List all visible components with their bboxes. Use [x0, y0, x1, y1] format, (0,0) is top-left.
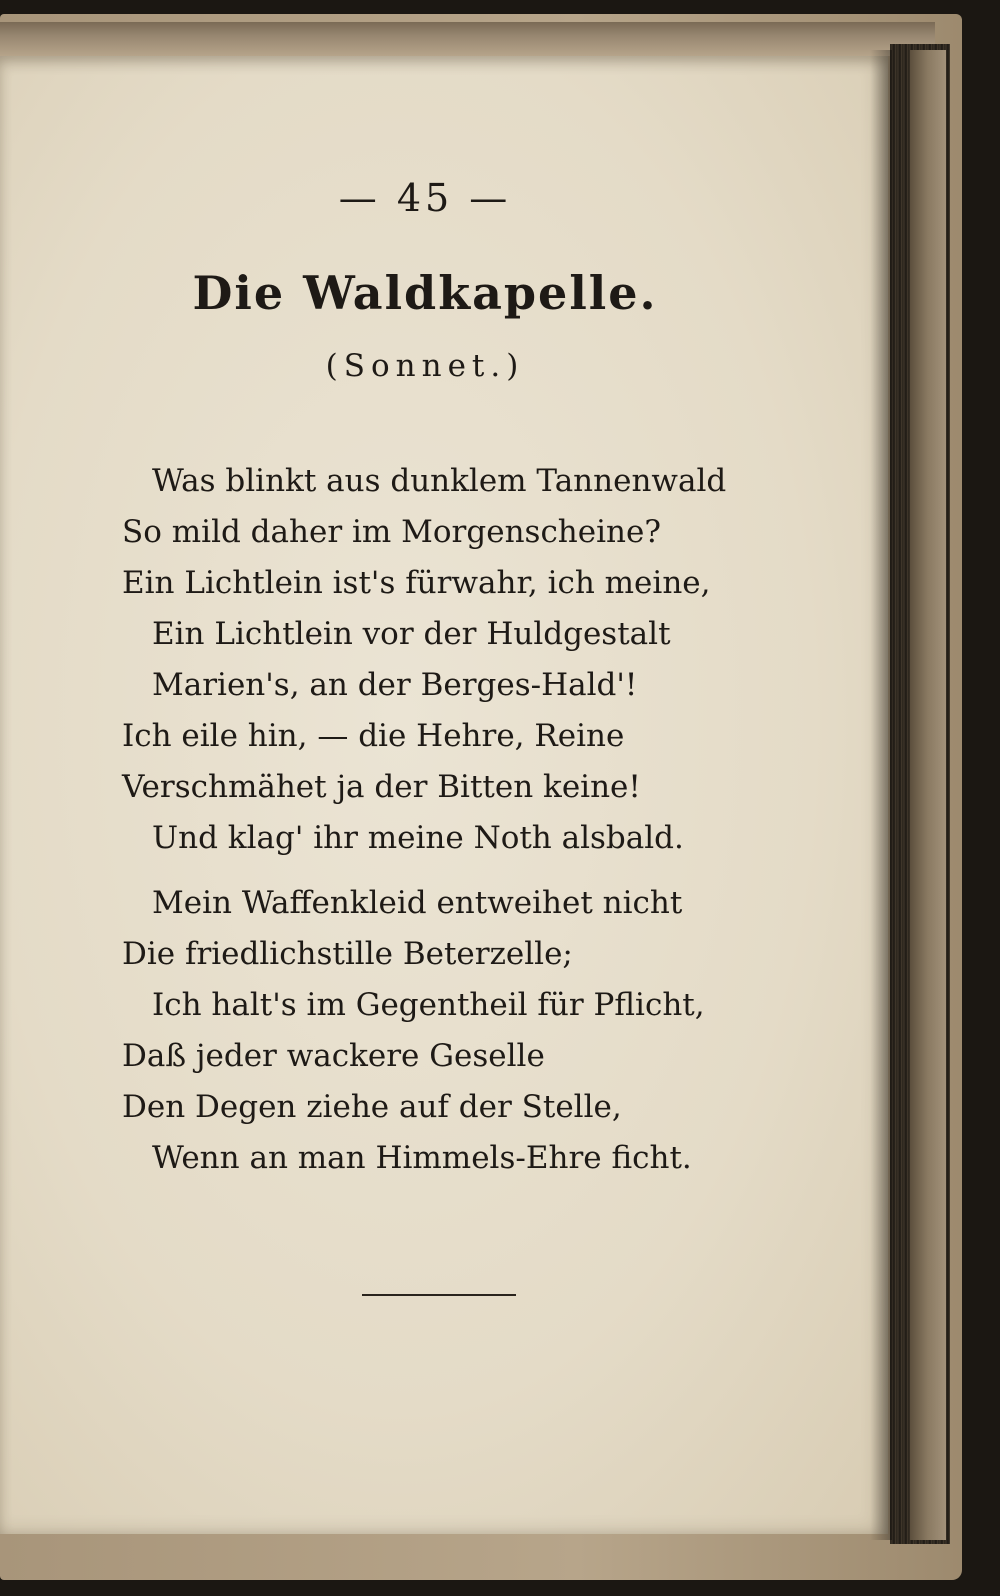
verse-line: Und klag' ihr meine Noth alsbald.: [152, 820, 684, 856]
spine-shadow: [870, 50, 892, 1540]
verse-line: Die friedlichstille Beterzelle;: [122, 936, 573, 972]
verse-line: Verschmähet ja der Bitten keine!: [122, 769, 641, 805]
stanza-2: [0, 878, 888, 1184]
page-number: — 45 —: [338, 176, 512, 220]
verse-line: Ein Lichtlein vor der Huldgestalt: [152, 616, 671, 652]
verse-line: So mild daher im Morgenscheine?: [122, 514, 661, 550]
verse-line: Wenn an man Himmels-Ehre ficht.: [152, 1140, 692, 1176]
verse-line: Ein Lichtlein ist's fürwahr, ich meine,: [122, 565, 711, 601]
section-divider: [362, 1294, 516, 1296]
verse-line: Mein Waffenkleid entweihet nicht: [152, 885, 683, 921]
verse-line: Marien's, an der Berges-Hald'!: [152, 667, 638, 703]
page-edges-light: [910, 50, 946, 1540]
poem-title: Die Waldkapelle.: [192, 266, 658, 320]
stanza-1: [0, 456, 888, 864]
verse-line: Den Degen ziehe auf der Stelle,: [122, 1089, 622, 1125]
book-page: [0, 56, 888, 1534]
poem-subtitle: (Sonnet.): [325, 348, 525, 384]
verse-line: Daß jeder wackere Geselle: [122, 1038, 545, 1074]
page-content: [0, 56, 888, 1534]
verse-line: Ich eile hin, — die Hehre, Reine: [122, 718, 625, 754]
verse-line: Ich halt's im Gegentheil für Pflicht,: [152, 987, 705, 1023]
book-binding-top: [0, 22, 935, 56]
verse-line: Was blinkt aus dunklem Tannenwald: [152, 463, 727, 499]
